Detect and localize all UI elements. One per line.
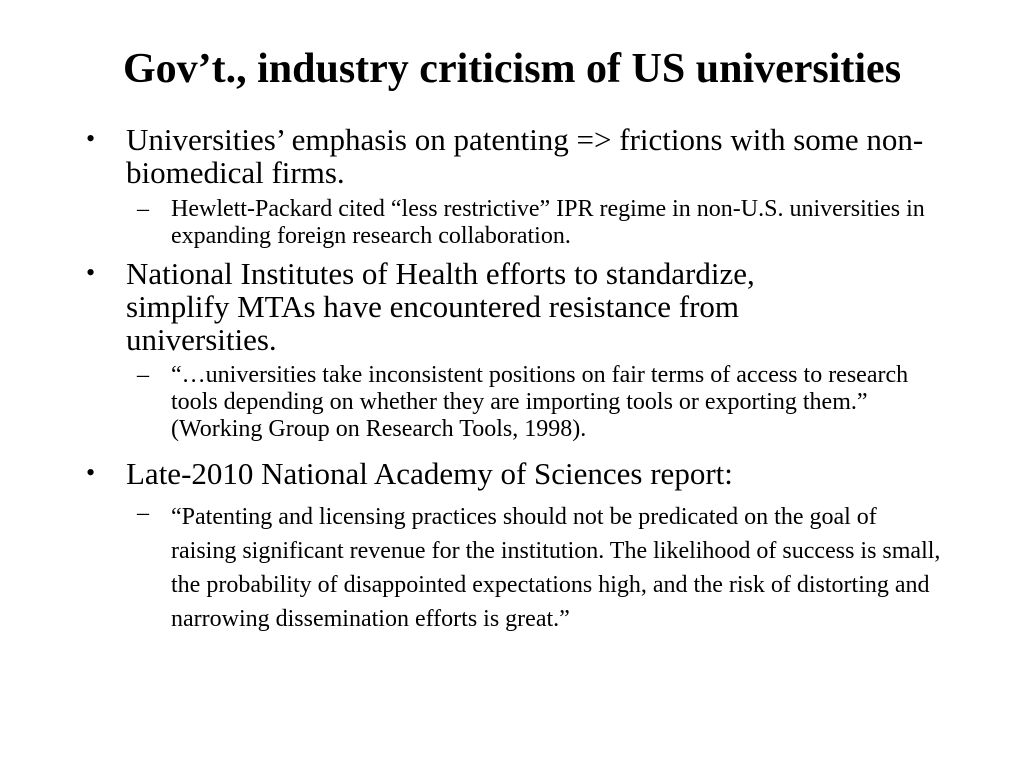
bullet-marker: •: [86, 458, 96, 487]
slide-title: Gov’t., industry criticism of US universities: [122, 46, 902, 92]
bullet-text: Late-2010 National Academy of Sciences report:: [126, 456, 733, 491]
sub-bullet-text: Hewlett-Packard cited “less restrictive” IPR regime in non-U.S. universities in expanding foreign research collaboration.: [171, 196, 925, 249]
bullet-text: National Institutes of Health efforts to standardize, simplify MTAs have encountered resistance from universities.: [126, 256, 755, 357]
sub-bullet-text: “…universities take inconsistent positions on fair terms of access to research tools depending on whether they are importing tools or exporting them.” (Working Group on Research Tools, 1998).: [171, 362, 909, 442]
dash-marker: –: [137, 196, 149, 222]
bullet-text: Universities’ emphasis on patenting => frictions with some non-biomedical firms.: [126, 122, 924, 190]
bullet-marker: •: [86, 258, 96, 287]
bullet-marker: •: [86, 124, 96, 153]
sub-bullet-text: “Patenting and licensing practices should not be predicated on the goal of raising significant revenue for the institution. The likelihood of success is small, the probability of disappointed expectations high, and the risk of distorting and narrowing dissemination efforts is great.”: [171, 504, 941, 632]
dash-marker: –: [137, 362, 149, 388]
dash-marker: –: [137, 500, 149, 526]
